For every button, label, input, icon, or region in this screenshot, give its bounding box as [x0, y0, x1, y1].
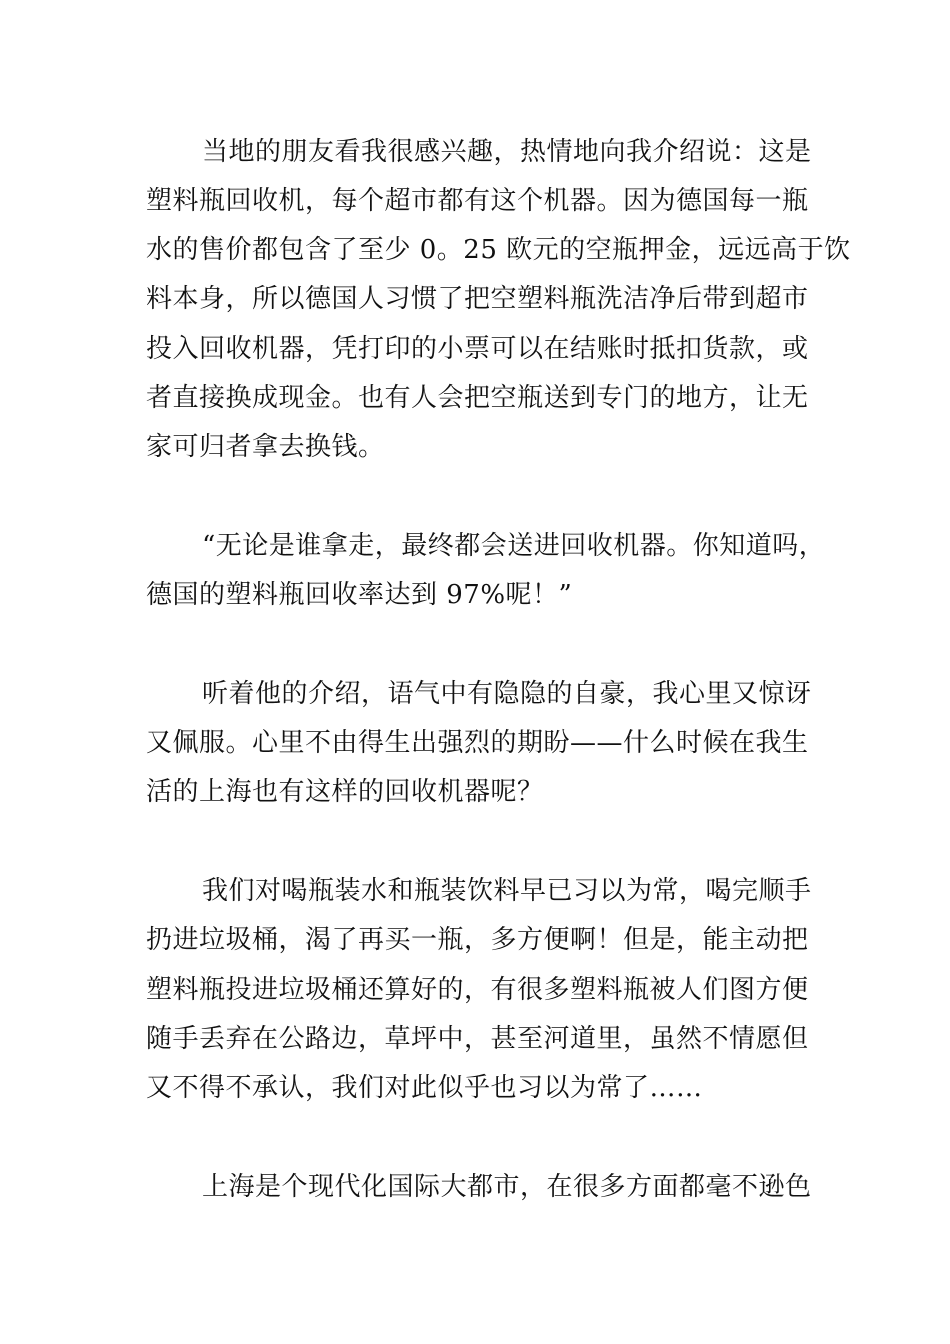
paragraph-4-line-4: 随手丢弃在公路边，草坪中，甚至河道里，虽然不情愿但 [146, 1024, 809, 1054]
paragraph-1-line-6: 者直接换成现金。也有人会把空瓶送到专门的地方，让无 [146, 383, 809, 413]
paragraph-1-line-7: 家可归者拿去换钱。 [146, 432, 385, 462]
paragraph-2-line-1: “无论是谁拿走，最终都会送进回收机器。你知道吗， [202, 531, 826, 561]
paragraph-4-line-5: 又不得不承认，我们对此似乎也习以为常了…… [146, 1073, 703, 1103]
paragraph-4-line-3: 塑料瓶投进垃圾桶还算好的，有很多塑料瓶被人们图方便 [146, 975, 809, 1005]
paragraph-4-line-2: 扔进垃圾桶，渴了再买一瓶，多方便啊！但是，能主动把 [146, 925, 809, 955]
paragraph-5-line-1: 上海是个现代化国际大都市，在很多方面都毫不逊色 [202, 1172, 812, 1202]
paragraph-2-line-2: 德国的塑料瓶回收率达到 97%呢！” [146, 580, 573, 610]
paragraph-1-line-4: 料本身，所以德国人习惯了把空塑料瓶洗洁净后带到超市 [146, 284, 809, 314]
paragraph-1-line-3: 水的售价都包含了至少 0。25 欧元的空瓶押金，远远高于饮 [146, 235, 851, 265]
paragraph-1-line-1: 当地的朋友看我很感兴趣，热情地向我介绍说：这是 [202, 137, 812, 167]
paragraph-3-line-2: 又佩服。心里不由得生出强烈的期盼——什么时候在我生 [146, 728, 809, 758]
paragraph-3-line-1: 听着他的介绍，语气中有隐隐的自豪，我心里又惊讶 [202, 679, 812, 709]
paragraph-4-line-1: 我们对喝瓶装水和瓶装饮料早已习以为常，喝完顺手 [202, 876, 812, 906]
paragraph-1-line-5: 投入回收机器，凭打印的小票可以在结账时抵扣货款，或 [146, 334, 809, 364]
paragraph-1-line-2: 塑料瓶回收机，每个超市都有这个机器。因为德国每一瓶 [146, 186, 809, 216]
paragraph-3-line-3: 活的上海也有这样的回收机器呢？ [146, 777, 544, 807]
